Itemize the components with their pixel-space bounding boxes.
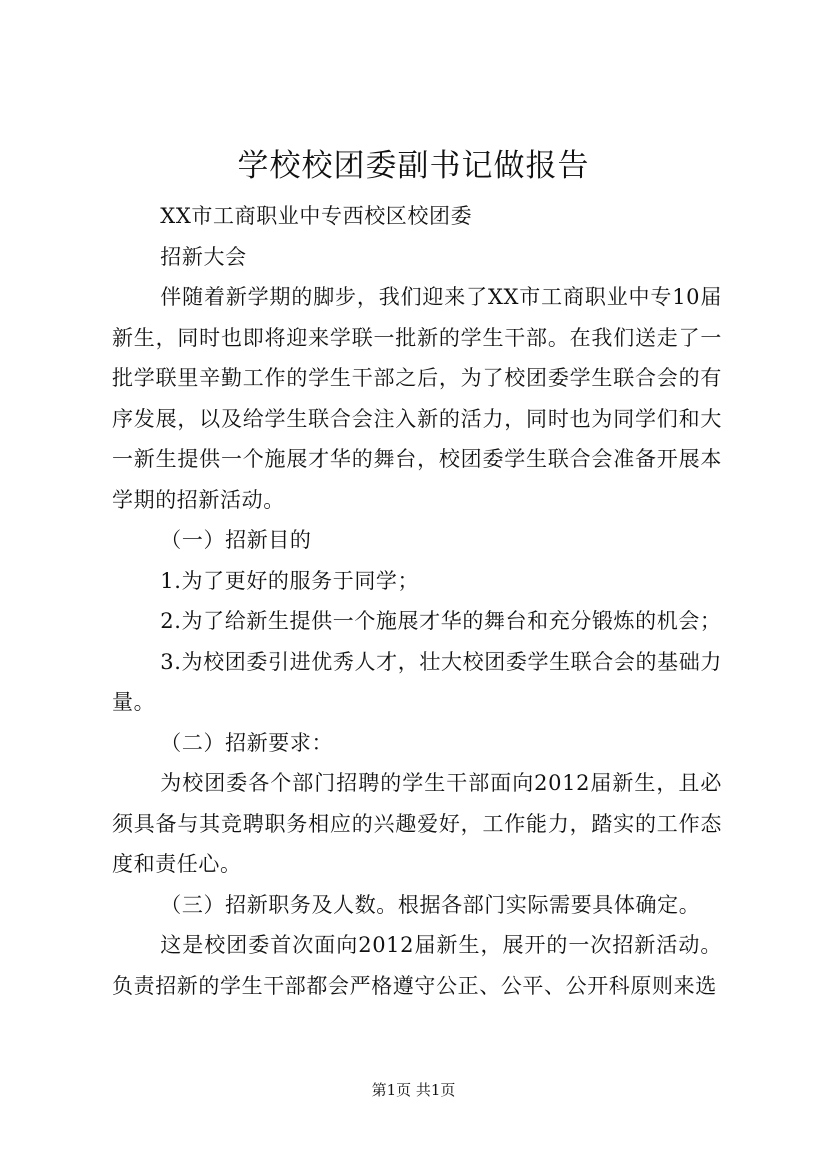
section-heading-positions: （三）招新职务及人数。根据各部门实际需要具体确定。: [160, 892, 701, 917]
paragraph-event-name: 招新大会: [160, 244, 247, 269]
list-item-purpose-1: 1.为了更好的服务于同学；: [160, 568, 420, 593]
document-body: [112, 196, 722, 1006]
paragraph-activity-note: 这是校团委首次面向2012届新生，展开的一次招新活动。负责招新的学生干部都会严格遵守公正、公平、公开科原则来选: [112, 933, 722, 998]
paragraph-introduction: 伴随着新学期的脚步，我们迎来了XX市工商职业中专10届新生，同时也即将迎来学联一批新的学生干部。在我们送走了一批学联里辛勤工作的学生干部之后，为了校团委学生联合会的有序发展，以及给学生联合会注入新的活力，同时也为同学们和大一新生提供一个施展才华的舞台，校团委学生联合会准备开展本学期的招新活动。: [112, 285, 722, 512]
list-item-purpose-2: 2.为了给新生提供一个施展才华的舞台和充分锻炼的机会；: [160, 609, 722, 633]
paragraph-organization: XX市工商职业中专西校区校团委: [160, 204, 473, 228]
section-heading-purpose: （一）招新目的: [160, 528, 312, 552]
section-heading-requirements: （二）招新要求：: [160, 730, 334, 755]
page-footer: 第1页 共1页: [371, 1081, 456, 1099]
list-item-purpose-3: 3.为校团委引进优秀人才，壮大校团委学生联合会的基础力量。: [112, 649, 722, 714]
paragraph-requirements: 为校团委各个部门招聘的学生干部面向2012届新生，且必须具备与其竞聘职务相应的兴趣爱好，工作能力，踏实的工作态度和责任心。: [112, 771, 722, 876]
document-title: 学校校团委副书记做报告: [237, 148, 590, 184]
